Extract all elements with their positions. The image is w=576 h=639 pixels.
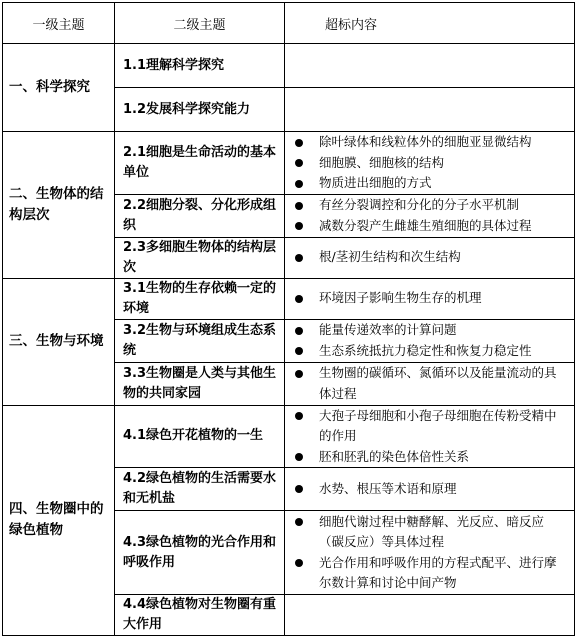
- level1-theme: 二、生物体的结构层次: [3, 132, 115, 279]
- outcomes-cell: [285, 595, 575, 636]
- level2-theme: 4.1绿色开花植物的一生: [115, 405, 285, 468]
- level2-theme: 3.3生物圈是人类与其他生物的共同家园: [115, 362, 285, 405]
- list-item: [291, 363, 568, 404]
- level2-theme: 2.3多细胞生物体的结构层次: [115, 237, 285, 278]
- outcome-text: 胚和胚乳的染色体倍性关系: [319, 448, 470, 464]
- table-row: [3, 44, 575, 88]
- outcomes-cell: [285, 278, 575, 319]
- outcome-text: 生态系统抵抗力稳定性和恢复力稳定性: [319, 342, 532, 358]
- level2-theme: 4.2绿色植物的生活需要水和无机盐: [115, 468, 285, 511]
- bullet-icon: [295, 347, 303, 355]
- list-item: [291, 512, 568, 553]
- bullet-icon: [295, 327, 303, 335]
- level1-theme: 四、生物圈中的绿色植物: [3, 405, 115, 636]
- bullet-icon: [295, 453, 303, 461]
- list-item: [291, 406, 568, 447]
- list-item: [291, 479, 568, 500]
- list-item: [291, 288, 568, 309]
- outcome-list: [291, 247, 568, 268]
- list-item: [291, 320, 568, 341]
- table-row: [3, 132, 575, 195]
- outcome-text: 细胞代谢过程中糖酵解、光反应、暗反应（碳反应）等具体过程: [319, 513, 545, 549]
- level1-theme: 三、生物与环境: [3, 278, 115, 405]
- header-outcomes: 超标内容: [285, 3, 575, 44]
- bullet-icon: [295, 518, 303, 526]
- bullet-icon: [295, 485, 303, 493]
- header-level1: 一级主题: [3, 3, 115, 44]
- outcomes-cell: [285, 511, 575, 595]
- outcomes-cell: [285, 44, 575, 88]
- level2-theme: 2.2细胞分裂、分化形成组织: [115, 194, 285, 237]
- outcome-list: [291, 406, 568, 468]
- outcomes-cell: [285, 88, 575, 132]
- bullet-icon: [295, 254, 303, 262]
- outcomes-cell: [285, 468, 575, 511]
- outcome-list: [291, 363, 568, 404]
- level2-theme: 1.1理解科学探究: [115, 44, 285, 88]
- outcome-text: 减数分裂产生雌雄生殖细胞的具体过程: [319, 217, 532, 233]
- bullet-icon: [295, 139, 303, 147]
- outcome-list: [291, 288, 568, 309]
- outcomes-cell: [285, 405, 575, 468]
- bullet-icon: [295, 180, 303, 188]
- outcomes-cell: [285, 362, 575, 405]
- list-item: [291, 447, 568, 468]
- list-item: [291, 553, 568, 594]
- outcomes-cell: [285, 132, 575, 195]
- level2-theme: 2.1细胞是生命活动的基本单位: [115, 132, 285, 195]
- outcome-text: 生物圈的碳循环、氮循环以及能量流动的具体过程: [319, 365, 557, 401]
- outcome-text: 物质进出细胞的方式: [319, 175, 432, 190]
- outcome-text: 除叶绿体和线粒体外的细胞亚显微结构: [319, 134, 532, 149]
- outcome-text: 水势、根压等术语和原理: [319, 480, 457, 496]
- outcome-list: [291, 132, 568, 194]
- outcome-list: [291, 195, 568, 236]
- outcome-text: 细胞膜、细胞核的结构: [319, 154, 445, 170]
- curriculum-table: [2, 2, 575, 636]
- level2-theme: 1.2发展科学探究能力: [115, 88, 285, 132]
- outcome-text: 能量传递效率的计算问题: [319, 322, 457, 337]
- list-item: [291, 173, 568, 194]
- bullet-icon: [295, 159, 303, 167]
- list-item: [291, 195, 568, 216]
- outcome-text: 根/茎初生结构和次生结构: [319, 249, 461, 265]
- list-item: [291, 153, 568, 174]
- outcomes-cell: [285, 194, 575, 237]
- bullet-icon: [295, 559, 303, 567]
- list-item: [291, 341, 568, 362]
- outcome-list: [291, 512, 568, 594]
- bullet-icon: [295, 412, 303, 420]
- table-row: [3, 405, 575, 468]
- outcomes-cell: [285, 319, 575, 362]
- outcome-text: 有丝分裂调控和分化的分子水平机制: [319, 197, 520, 212]
- list-item: [291, 247, 568, 268]
- level2-theme: 4.4绿色植物对生物圈有重大作用: [115, 595, 285, 636]
- level1-theme: 一、科学探究: [3, 44, 115, 132]
- outcomes-cell: [285, 237, 575, 278]
- bullet-icon: [295, 222, 303, 230]
- level2-theme: 4.3绿色植物的光合作用和呼吸作用: [115, 511, 285, 595]
- outcome-list: [291, 320, 568, 361]
- table-row: [3, 278, 575, 319]
- outcome-text: 环境因子影响生物生存的机理: [319, 290, 482, 306]
- header-row: [3, 3, 575, 44]
- bullet-icon: [295, 202, 303, 210]
- bullet-icon: [295, 295, 303, 303]
- list-item: [291, 216, 568, 237]
- outcome-text: 光合作用和呼吸作用的方程式配平、进行摩尔数计算和讨论中间产物: [319, 554, 557, 590]
- bullet-icon: [295, 370, 303, 378]
- list-item: [291, 132, 568, 153]
- outcome-list: [291, 479, 568, 500]
- level2-theme: 3.2生物与环境组成生态系统: [115, 319, 285, 362]
- outcome-text: 大孢子母细胞和小孢子母细胞在传粉受精中的作用: [319, 407, 557, 443]
- level2-theme: 3.1生物的生存依赖一定的环境: [115, 278, 285, 319]
- header-level2: 二级主题: [115, 3, 285, 44]
